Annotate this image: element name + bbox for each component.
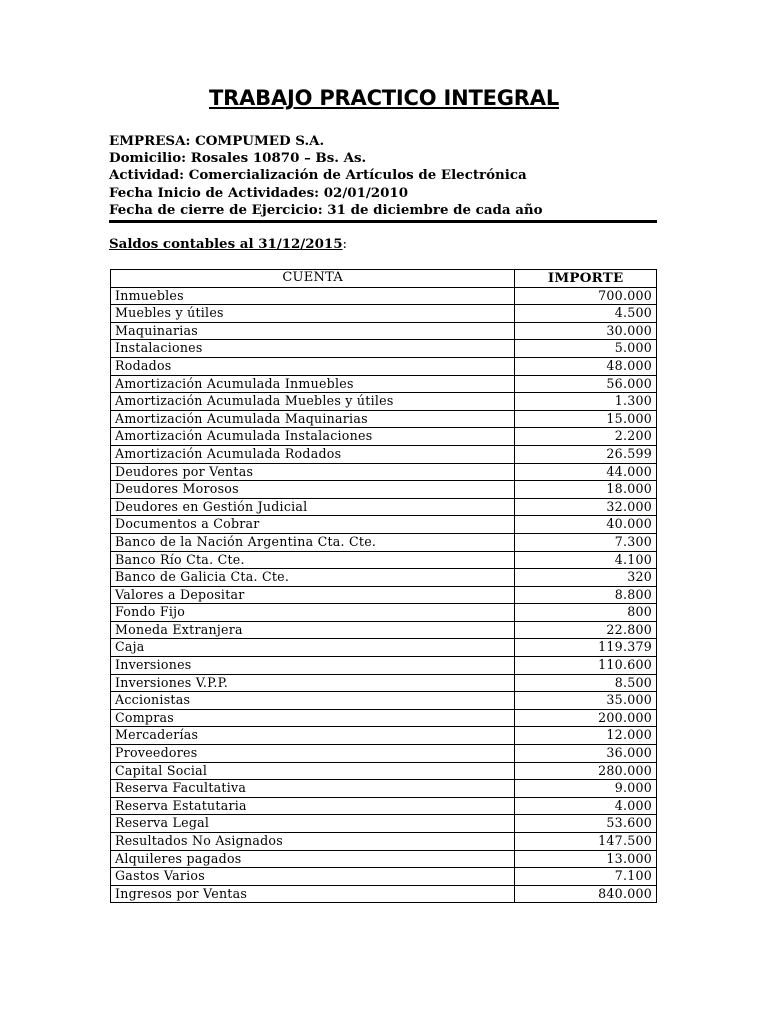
table-row (111, 745, 657, 763)
cuenta-cell: Reserva Estatutaria (111, 797, 515, 815)
table-row (111, 727, 657, 745)
table-row (111, 639, 657, 657)
saldos-suffix: : (342, 237, 348, 252)
cuenta-cell: Reserva Facultativa (111, 780, 515, 798)
table-row (111, 674, 657, 692)
importe-cell: 700.000 (515, 287, 657, 305)
importe-cell: 320 (515, 569, 657, 587)
table-header-row (111, 270, 657, 288)
cuenta-cell: Proveedores (111, 745, 515, 763)
table-row (111, 393, 657, 411)
cuenta-cell: Valores a Depositar (111, 586, 515, 604)
cuenta-cell: Deudores en Gestión Judicial (111, 498, 515, 516)
importe-cell: 35.000 (515, 692, 657, 710)
cuenta-cell: Resultados No Asignados (111, 833, 515, 851)
saldos-heading (109, 236, 347, 252)
cuenta-cell: Fondo Fijo (111, 604, 515, 622)
cuenta-cell: Mercaderías (111, 727, 515, 745)
page-title: TRABAJO PRACTICO INTEGRAL (208, 86, 560, 110)
cuenta-cell: Deudores Morosos (111, 481, 515, 499)
empresa-line: EMPRESA: COMPUMED S.A. (109, 133, 325, 149)
cuenta-cell: Amortización Acumulada Rodados (111, 445, 515, 463)
table-row (111, 340, 657, 358)
table-row (111, 657, 657, 675)
table-row (111, 815, 657, 833)
importe-cell: 26.599 (515, 445, 657, 463)
importe-cell: 110.600 (515, 657, 657, 675)
importe-cell: 53.600 (515, 815, 657, 833)
cuenta-cell: Accionistas (111, 692, 515, 710)
cuenta-cell: Documentos a Cobrar (111, 516, 515, 534)
table-row (111, 305, 657, 323)
accounts-table (110, 269, 657, 903)
table-row (111, 445, 657, 463)
table-row (111, 463, 657, 481)
table-row (111, 780, 657, 798)
cuenta-cell: Amortización Acumulada Muebles y útiles (111, 393, 515, 411)
cuenta-cell: Rodados (111, 357, 515, 375)
domicilio-line: Domicilio: Rosales 10870 – Bs. As. (109, 150, 367, 167)
table-row (111, 621, 657, 639)
col-header-cuenta: CUENTA (111, 270, 515, 288)
table-row (111, 498, 657, 516)
importe-cell: 56.000 (515, 375, 657, 393)
table-row (111, 833, 657, 851)
cuenta-cell: Amortización Acumulada Instalaciones (111, 428, 515, 446)
cuenta-cell: Moneda Extranjera (111, 621, 515, 639)
table-row (111, 692, 657, 710)
importe-cell: 30.000 (515, 322, 657, 340)
col-header-importe: IMPORTE (515, 270, 657, 288)
cuenta-cell: Banco de la Nación Argentina Cta. Cte. (111, 533, 515, 551)
table-row (111, 762, 657, 780)
table-row (111, 322, 657, 340)
importe-cell: 8.800 (515, 586, 657, 604)
table-row (111, 481, 657, 499)
table-row (111, 287, 657, 305)
table-row (111, 885, 657, 903)
importe-cell: 4.100 (515, 551, 657, 569)
cuenta-cell: Caja (111, 639, 515, 657)
table-row (111, 533, 657, 551)
importe-cell: 4.500 (515, 305, 657, 323)
importe-cell: 36.000 (515, 745, 657, 763)
importe-cell: 44.000 (515, 463, 657, 481)
importe-cell: 7.300 (515, 533, 657, 551)
table-row (111, 797, 657, 815)
importe-cell: 13.000 (515, 850, 657, 868)
table-row (111, 709, 657, 727)
cuenta-cell: Gastos Varios (111, 868, 515, 886)
table-row (111, 428, 657, 446)
table-row (111, 850, 657, 868)
cuenta-cell: Compras (111, 709, 515, 727)
importe-cell: 840.000 (515, 885, 657, 903)
importe-cell: 4.000 (515, 797, 657, 815)
table-row (111, 604, 657, 622)
cuenta-cell: Maquinarias (111, 322, 515, 340)
cuenta-cell: Inversiones (111, 657, 515, 675)
cuenta-cell: Banco Río Cta. Cte. (111, 551, 515, 569)
table-row (111, 375, 657, 393)
importe-cell: 32.000 (515, 498, 657, 516)
cuenta-cell: Amortización Acumulada Maquinarias (111, 410, 515, 428)
table-row (111, 586, 657, 604)
importe-cell: 1.300 (515, 393, 657, 411)
importe-cell: 48.000 (515, 357, 657, 375)
table-row (111, 569, 657, 587)
cuenta-cell: Muebles y útiles (111, 305, 515, 323)
importe-cell: 12.000 (515, 727, 657, 745)
importe-cell: 2.200 (515, 428, 657, 446)
table-row (111, 551, 657, 569)
cuenta-cell: Alquileres pagados (111, 850, 515, 868)
table-row (111, 410, 657, 428)
cuenta-cell: Reserva Legal (111, 815, 515, 833)
table-row (111, 357, 657, 375)
table-row (111, 868, 657, 886)
importe-cell: 7.100 (515, 868, 657, 886)
saldos-label: Saldos contables al 31/12/2015 (109, 236, 343, 252)
importe-cell: 119.379 (515, 639, 657, 657)
importe-cell: 280.000 (515, 762, 657, 780)
importe-cell: 800 (515, 604, 657, 622)
cuenta-cell: Amortización Acumulada Inmuebles (111, 375, 515, 393)
cuenta-cell: Instalaciones (111, 340, 515, 358)
company-header (109, 133, 657, 223)
cuenta-cell: Inversiones V.P.P. (111, 674, 515, 692)
table-row (111, 516, 657, 534)
cuenta-cell: Capital Social (111, 762, 515, 780)
importe-cell: 22.800 (515, 621, 657, 639)
importe-cell: 8.500 (515, 674, 657, 692)
importe-cell: 147.500 (515, 833, 657, 851)
importe-cell: 5.000 (515, 340, 657, 358)
importe-cell: 9.000 (515, 780, 657, 798)
importe-cell: 40.000 (515, 516, 657, 534)
fecha-inicio-line: Fecha Inicio de Actividades: 02/01/2010 (109, 184, 409, 201)
importe-cell: 200.000 (515, 709, 657, 727)
fecha-cierre-line: Fecha de cierre de Ejercicio: 31 de diciembre de cada año (109, 201, 543, 218)
importe-cell: 15.000 (515, 410, 657, 428)
table-body (111, 287, 657, 903)
importe-cell: 18.000 (515, 481, 657, 499)
cuenta-cell: Ingresos por Ventas (111, 885, 515, 903)
cuenta-cell: Deudores por Ventas (111, 463, 515, 481)
cuenta-cell: Inmuebles (111, 287, 515, 305)
cuenta-cell: Banco de Galicia Cta. Cte. (111, 569, 515, 587)
actividad-line: Actividad: Comercialización de Artículos de Electrónica (109, 167, 527, 184)
